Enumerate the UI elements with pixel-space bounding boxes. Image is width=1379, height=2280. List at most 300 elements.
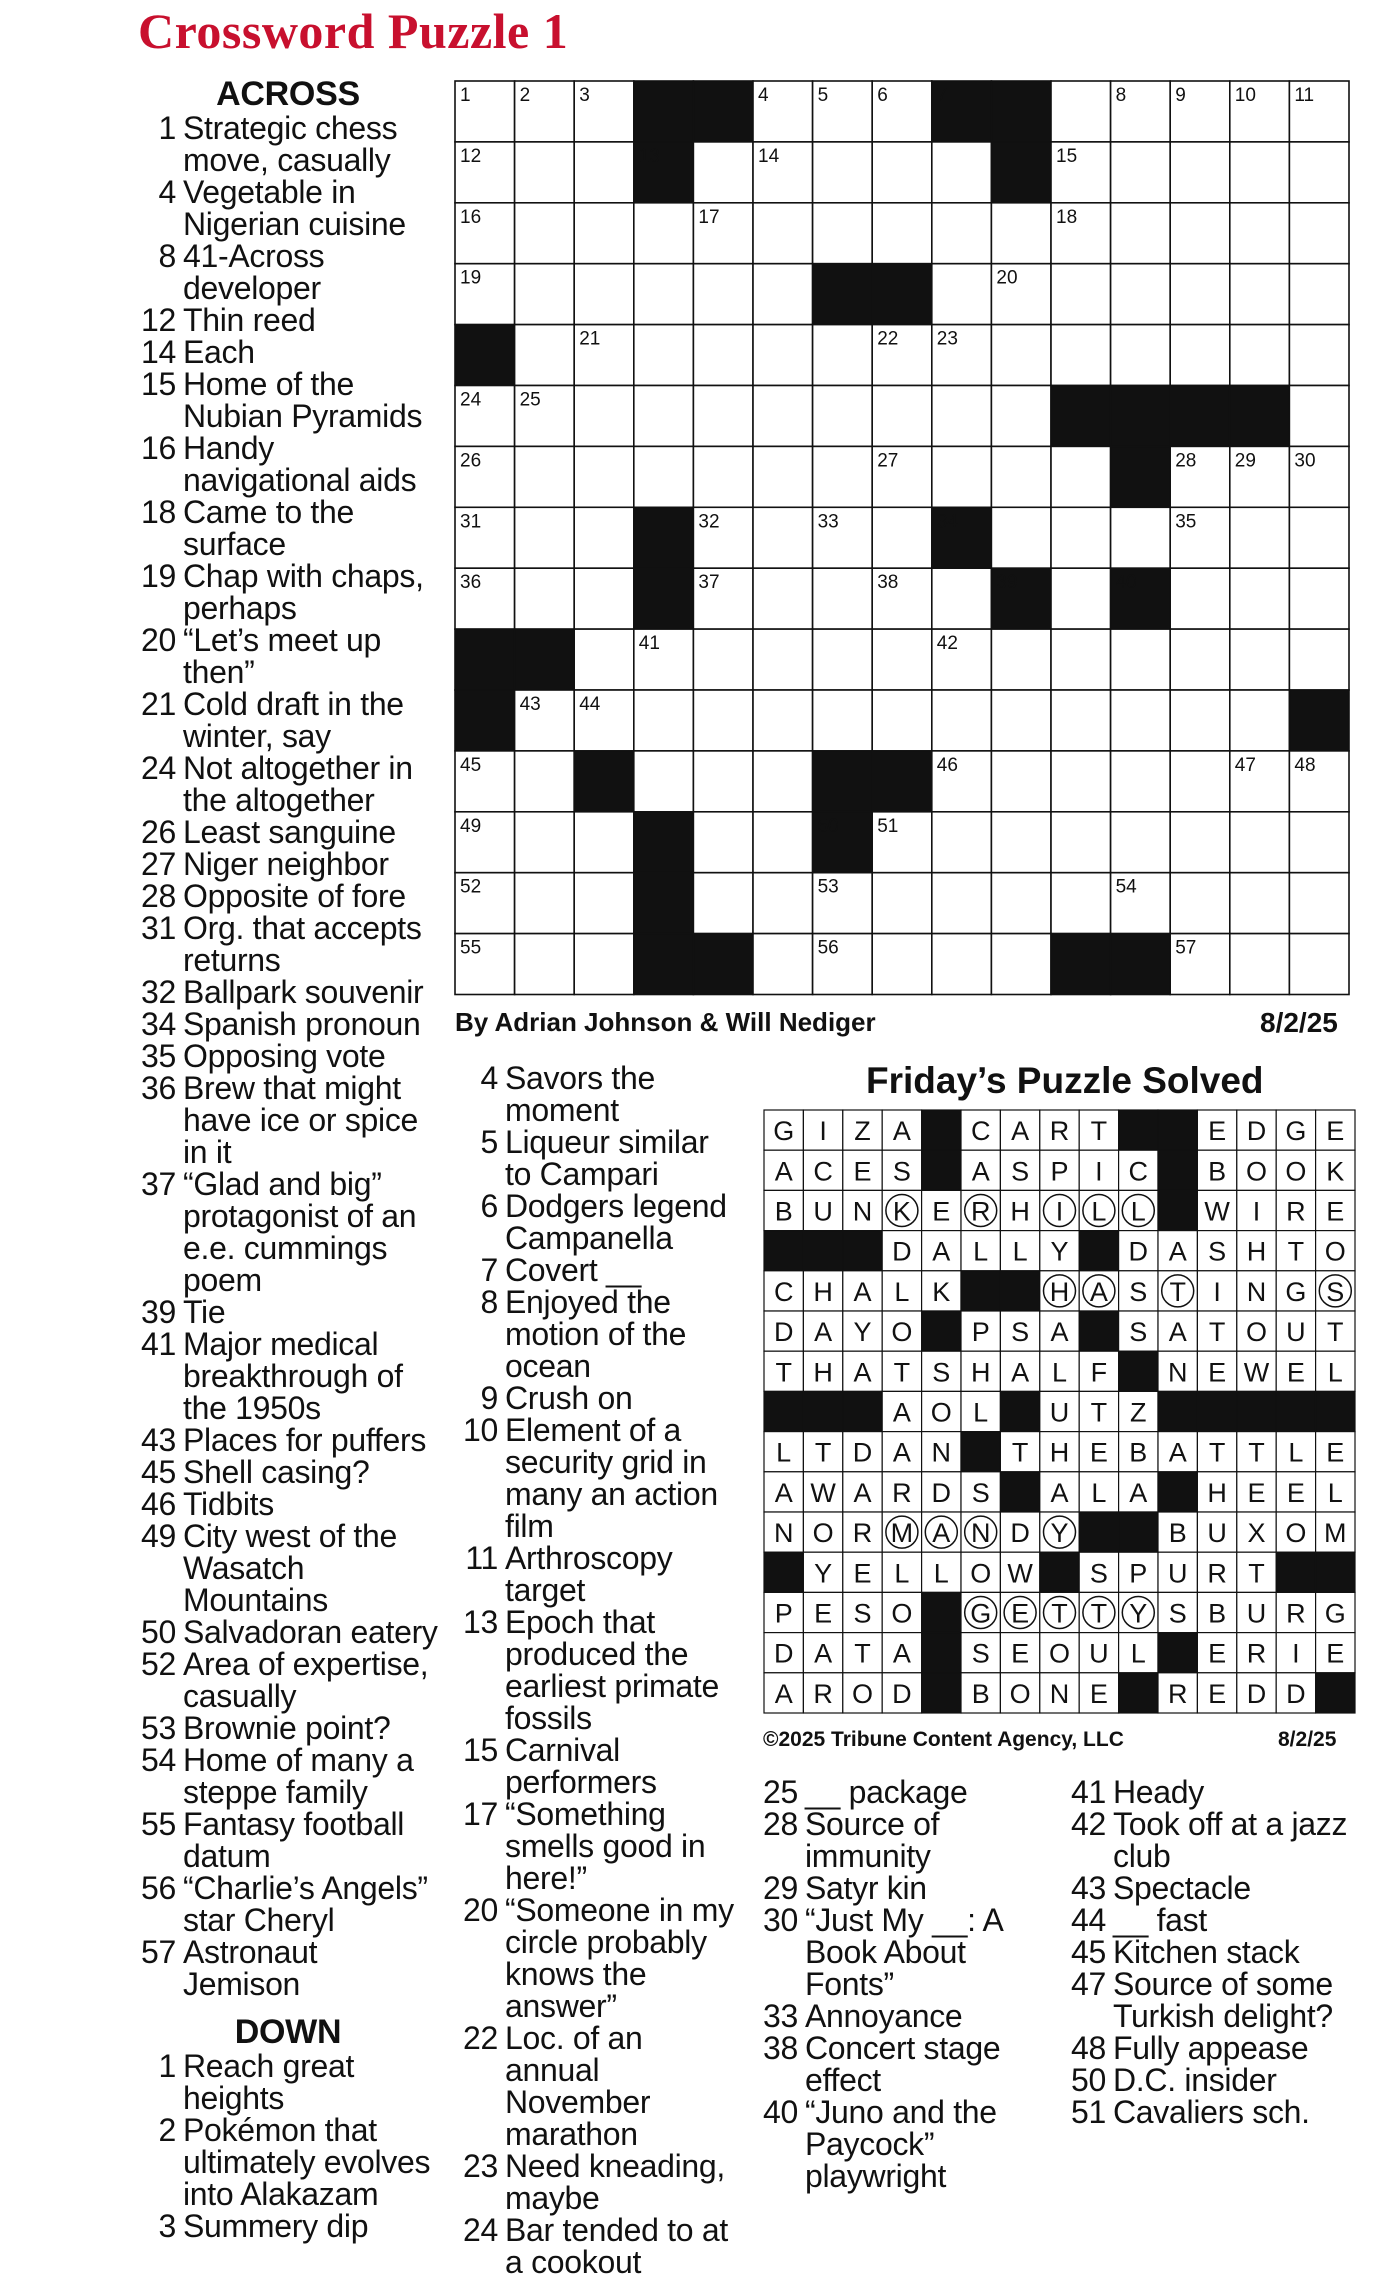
solution-letter: T	[1051, 1598, 1068, 1629]
solution-letter: H	[1010, 1196, 1030, 1227]
grid-cell[interactable]	[1289, 934, 1349, 995]
clue-number: 21	[141, 686, 176, 722]
grid-cell[interactable]	[932, 142, 992, 203]
black-square	[1000, 1472, 1039, 1512]
grid-cell[interactable]	[1289, 629, 1349, 690]
black-square	[634, 934, 694, 995]
clue-number: 24	[463, 2212, 498, 2248]
cell-number: 48	[1294, 754, 1316, 776]
grid-cell[interactable]	[1170, 142, 1230, 203]
grid-cell[interactable]	[753, 568, 813, 629]
grid-cell[interactable]	[1230, 812, 1290, 873]
grid-cell[interactable]	[872, 507, 932, 568]
grid-cell[interactable]	[1170, 568, 1230, 629]
grid-cell[interactable]	[753, 446, 813, 507]
grid-cell[interactable]	[932, 203, 992, 264]
grid-cell[interactable]	[932, 446, 992, 507]
grid-cell[interactable]	[1051, 446, 1111, 507]
grid-cell[interactable]	[515, 203, 575, 264]
grid-cell[interactable]	[991, 690, 1051, 751]
solution-letter: S	[1168, 1598, 1187, 1629]
grid-cell[interactable]	[1051, 81, 1111, 142]
grid-cell[interactable]	[991, 386, 1051, 447]
grid-cell[interactable]	[1289, 142, 1349, 203]
clue-text: Element of a security grid in many an action film	[505, 1412, 718, 1544]
solution-letter: A	[971, 1156, 990, 1187]
grid-cell[interactable]	[1111, 629, 1171, 690]
clue-number: 10	[463, 1412, 498, 1448]
page-title: Crossword Puzzle 1	[138, 3, 569, 59]
across-clue-21	[138, 688, 438, 752]
grid-cell[interactable]	[1111, 812, 1171, 873]
solution-letter: P	[1129, 1558, 1148, 1589]
grid-cell[interactable]	[515, 507, 575, 568]
clue-text: Least sanguine	[183, 814, 396, 850]
clue-text: Annoyance	[805, 1998, 963, 2034]
clue-number: 25	[763, 1774, 798, 1810]
solution-letter: E	[853, 1558, 872, 1589]
solution-letter: W	[810, 1477, 836, 1508]
clue-number: 1	[158, 110, 176, 146]
solution-letter: O	[1285, 1518, 1307, 1549]
solution-letter: B	[774, 1196, 793, 1227]
clue-number: 45	[1071, 1934, 1106, 1970]
solution-letter: I	[1055, 1196, 1064, 1227]
across-clue-1	[138, 112, 438, 176]
grid-cell[interactable]	[1051, 325, 1111, 386]
clue-text: Each	[183, 334, 255, 370]
grid-cell[interactable]	[991, 203, 1051, 264]
clue-number: 28	[763, 1806, 798, 1842]
grid-cell[interactable]	[515, 568, 575, 629]
black-square	[1158, 1110, 1197, 1150]
grid-cell[interactable]	[693, 629, 753, 690]
grid-cell[interactable]	[932, 568, 992, 629]
grid-cell[interactable]	[991, 812, 1051, 873]
grid-cell[interactable]	[574, 934, 634, 995]
grid-cell[interactable]	[753, 873, 813, 934]
clue-number: 20	[141, 622, 176, 658]
clue-text: Home of many a steppe family	[183, 1742, 414, 1810]
grid-cell[interactable]	[753, 386, 813, 447]
grid-cell[interactable]	[1289, 568, 1349, 629]
grid-cell[interactable]	[813, 568, 873, 629]
grid-cell[interactable]	[932, 690, 992, 751]
clue-number: 41	[141, 1326, 176, 1362]
solution-letter: E	[1326, 1116, 1345, 1147]
solution-letter: U	[813, 1196, 833, 1227]
grid-cell[interactable]	[1230, 934, 1290, 995]
black-square	[961, 1432, 1000, 1472]
black-square	[1079, 1231, 1118, 1271]
solution-letter: L	[973, 1397, 989, 1428]
solution-letter: K	[1326, 1156, 1345, 1187]
grid-cell[interactable]	[634, 751, 694, 812]
grid-cell[interactable]	[753, 812, 813, 873]
cell-number: 11	[1294, 85, 1315, 106]
solution-letter: Y	[853, 1317, 872, 1348]
solution-letter: U	[1167, 1558, 1188, 1589]
cell-number: 22	[877, 328, 899, 350]
grid-cell[interactable]	[515, 446, 575, 507]
solution-letter: R	[892, 1477, 912, 1508]
grid-cell[interactable]	[1051, 812, 1111, 873]
solution-letter: T	[775, 1357, 792, 1388]
solution-letter: A	[1050, 1317, 1069, 1348]
down-clue-7	[450, 1254, 740, 1286]
grid-cell[interactable]	[753, 690, 813, 751]
grid-cell[interactable]	[1051, 568, 1111, 629]
clue-text: Dodgers legend Campanella	[505, 1188, 727, 1256]
grid-cell[interactable]	[634, 325, 694, 386]
clue-number: 51	[1071, 2094, 1106, 2130]
grid-cell[interactable]	[515, 873, 575, 934]
grid-cell[interactable]	[872, 629, 932, 690]
clue-text: “Someone in my circle probably knows the answer”	[505, 1892, 734, 2024]
grid-cell[interactable]	[693, 325, 753, 386]
clue-number: 39	[141, 1294, 176, 1330]
black-square	[813, 751, 873, 812]
grid-cell[interactable]	[1170, 873, 1230, 934]
clues-column-left	[138, 76, 438, 2242]
clue-text: Fully appease	[1113, 2030, 1309, 2066]
across-clue-34	[138, 1008, 438, 1040]
grid-cell[interactable]	[872, 690, 932, 751]
grid-cell[interactable]	[1111, 264, 1171, 325]
solution-letter: R	[1246, 1638, 1267, 1669]
grid-cell[interactable]	[753, 203, 813, 264]
grid-cell[interactable]	[1051, 690, 1111, 751]
solution-letter: N	[1246, 1276, 1267, 1307]
solution-letter: A	[853, 1477, 872, 1508]
grid-cell[interactable]	[1170, 264, 1230, 325]
grid-cell[interactable]	[693, 812, 753, 873]
black-square	[1051, 934, 1111, 995]
clue-text: Tie	[183, 1294, 226, 1330]
grid-cell[interactable]	[515, 751, 575, 812]
cell-number: 19	[460, 267, 482, 289]
grid-cell[interactable]	[634, 386, 694, 447]
solution-letter: A	[892, 1397, 911, 1428]
clue-text: Major medical breakthrough of the 1950s	[183, 1326, 403, 1426]
grid-cell[interactable]	[515, 264, 575, 325]
solution-letter: D	[1128, 1236, 1149, 1267]
grid-cell[interactable]	[515, 812, 575, 873]
grid-cell[interactable]	[813, 142, 873, 203]
black-square	[1237, 1391, 1276, 1431]
clue-number: 50	[141, 1614, 176, 1650]
clue-text: “Glad and big” protagonist of an e.e. cummings poem	[183, 1166, 417, 1298]
clue-text: Loc. of an annual November marathon	[505, 2020, 651, 2152]
cell-number: 3	[579, 85, 590, 106]
grid-cell[interactable]	[991, 629, 1051, 690]
grid-cell[interactable]	[872, 386, 932, 447]
black-square	[1316, 1673, 1355, 1713]
grid-cell[interactable]	[1111, 142, 1171, 203]
across-clue-35	[138, 1040, 438, 1072]
grid-cell[interactable]	[1051, 751, 1111, 812]
grid-cell[interactable]	[991, 751, 1051, 812]
clue-text: Salvadoran eatery	[183, 1614, 438, 1650]
grid-cell[interactable]	[634, 446, 694, 507]
cell-number: 20	[996, 267, 1018, 289]
cell-number: 54	[1115, 876, 1137, 898]
cell-number: 24	[460, 389, 482, 411]
grid-cell[interactable]	[1170, 812, 1230, 873]
solution-letter: S	[1208, 1236, 1227, 1267]
grid-cell[interactable]	[753, 934, 813, 995]
grid-cell[interactable]	[753, 264, 813, 325]
grid-cell[interactable]	[693, 690, 753, 751]
grid-cell[interactable]	[1289, 507, 1349, 568]
down-clue-45	[1068, 1936, 1368, 1968]
solution-letter: Y	[814, 1558, 833, 1589]
solved-puzzle-title: Friday’s Puzzle Solved	[866, 1060, 1264, 1101]
grid-cell[interactable]	[872, 142, 932, 203]
grid-cell[interactable]	[1230, 690, 1290, 751]
solution-letter: K	[892, 1196, 911, 1227]
grid-cell[interactable]	[574, 812, 634, 873]
grid-cell[interactable]	[1111, 751, 1171, 812]
black-square	[922, 1673, 961, 1713]
grid-cell[interactable]	[515, 934, 575, 995]
black-square	[961, 1271, 1000, 1311]
grid-cell[interactable]	[753, 325, 813, 386]
grid-cell[interactable]	[932, 934, 992, 995]
grid-cell[interactable]	[1289, 386, 1349, 447]
black-square	[764, 1552, 803, 1592]
grid-cell[interactable]	[753, 751, 813, 812]
clue-number: 3	[158, 2208, 176, 2244]
grid-cell[interactable]	[1170, 690, 1230, 751]
grid-cell[interactable]	[634, 264, 694, 325]
grid-cell[interactable]	[1289, 812, 1349, 873]
solution-letter: T	[1248, 1437, 1265, 1468]
solution-letter: E	[1011, 1598, 1030, 1629]
grid-cell[interactable]	[1111, 690, 1171, 751]
grid-cell[interactable]	[634, 203, 694, 264]
down-clue-41	[1068, 1776, 1368, 1808]
cell-number: 39	[996, 572, 1018, 594]
grid-cell[interactable]	[574, 446, 634, 507]
grid-cell[interactable]	[1230, 203, 1290, 264]
clue-number: 15	[141, 366, 176, 402]
solution-letter: A	[814, 1638, 833, 1669]
solution-letter: A	[1168, 1236, 1187, 1267]
solution-letter: E	[1326, 1437, 1345, 1468]
black-square	[991, 142, 1051, 203]
crossword-grid[interactable]	[454, 80, 1354, 1000]
cell-number: 50	[817, 815, 839, 837]
grid-cell[interactable]	[1289, 203, 1349, 264]
grid-cell[interactable]	[932, 812, 992, 873]
solution-letter: G	[773, 1116, 795, 1147]
solution-letter: T	[1090, 1598, 1108, 1629]
grid-cell[interactable]	[813, 325, 873, 386]
black-square	[764, 1231, 803, 1271]
grid-cell[interactable]	[1289, 325, 1349, 386]
grid-cell[interactable]	[991, 325, 1051, 386]
black-square	[1119, 1512, 1158, 1552]
solution-letter: A	[1050, 1477, 1069, 1508]
grid-cell[interactable]	[1289, 264, 1349, 325]
solution-letter: I	[819, 1116, 827, 1147]
grid-cell[interactable]	[574, 568, 634, 629]
grid-cell[interactable]	[515, 325, 575, 386]
grid-cell[interactable]	[693, 446, 753, 507]
clue-text: Reach great heights	[183, 2048, 355, 2116]
grid-cell[interactable]	[1230, 873, 1290, 934]
grid-cell[interactable]	[693, 386, 753, 447]
grid-cell[interactable]	[872, 934, 932, 995]
grid-cell[interactable]	[1230, 507, 1290, 568]
grid-cell[interactable]	[574, 629, 634, 690]
grid-cell[interactable]	[1170, 751, 1230, 812]
grid-cell[interactable]	[813, 690, 873, 751]
clue-number: 57	[141, 1934, 176, 1970]
clue-text: Home of the Nubian Pyramids	[183, 366, 423, 434]
solution-letter: R	[852, 1518, 873, 1549]
solution-letter: Z	[1130, 1397, 1147, 1428]
cell-number: 32	[698, 511, 720, 533]
clue-text: Tidbits	[183, 1486, 274, 1522]
solution-letter: O	[1285, 1156, 1307, 1187]
solution-letter: T	[1090, 1116, 1108, 1147]
cell-number: 9	[1175, 85, 1186, 106]
cell-number: 57	[1175, 937, 1197, 959]
grid-cell[interactable]	[1111, 203, 1171, 264]
grid-cell[interactable]	[693, 264, 753, 325]
grid-cell[interactable]	[813, 203, 873, 264]
solution-letter: T	[1248, 1558, 1265, 1589]
grid-cell[interactable]	[753, 629, 813, 690]
clue-text: Carnival performers	[505, 1732, 657, 1800]
grid-cell[interactable]	[1051, 264, 1111, 325]
cell-number: 14	[758, 145, 780, 167]
grid-cell[interactable]	[813, 386, 873, 447]
grid-cell[interactable]	[1051, 507, 1111, 568]
clue-number: 55	[141, 1806, 176, 1842]
grid-cell[interactable]	[991, 873, 1051, 934]
across-clue-36	[138, 1072, 438, 1168]
black-square	[991, 81, 1051, 142]
solution-letter: E	[1089, 1437, 1108, 1468]
grid-cell[interactable]	[1111, 325, 1171, 386]
grid-cell[interactable]	[574, 203, 634, 264]
solution-letter: E	[1247, 1477, 1266, 1508]
grid-cell[interactable]	[1170, 203, 1230, 264]
grid-cell[interactable]	[1230, 629, 1290, 690]
black-square	[1040, 1552, 1079, 1592]
grid-cell[interactable]	[1051, 873, 1111, 934]
clue-text: Spanish pronoun	[183, 1006, 421, 1042]
grid-cell[interactable]	[634, 690, 694, 751]
grid-cell[interactable]	[1230, 325, 1290, 386]
grid-cell[interactable]	[872, 203, 932, 264]
grid-cell[interactable]	[574, 386, 634, 447]
black-square	[455, 690, 515, 751]
grid-cell[interactable]	[693, 873, 753, 934]
grid-cell[interactable]	[1051, 629, 1111, 690]
grid-cell[interactable]	[574, 264, 634, 325]
grid-cell[interactable]	[1230, 142, 1290, 203]
grid-cell[interactable]	[1289, 873, 1349, 934]
solution-letter: B	[1129, 1437, 1148, 1468]
down-clue-42	[1068, 1808, 1368, 1872]
black-square	[922, 1150, 961, 1190]
grid-cell[interactable]	[574, 507, 634, 568]
solution-letter: U	[1049, 1397, 1070, 1428]
cell-number: 36	[460, 572, 482, 594]
grid-cell[interactable]	[932, 264, 992, 325]
solution-letter: N	[1049, 1678, 1070, 1709]
solution-letter: P	[774, 1598, 793, 1629]
down-clue-30	[760, 1904, 1060, 2000]
grid-cell[interactable]	[574, 873, 634, 934]
clue-number: 8	[158, 238, 176, 274]
grid-cell[interactable]	[1170, 325, 1230, 386]
clue-number: 40	[763, 2094, 798, 2130]
grid-cell[interactable]	[872, 873, 932, 934]
clues-column-middle	[450, 1062, 740, 2278]
grid-cell[interactable]	[1170, 629, 1230, 690]
black-square	[634, 812, 694, 873]
grid-cell[interactable]	[813, 446, 873, 507]
grid-cell[interactable]	[813, 629, 873, 690]
grid-cell[interactable]	[515, 142, 575, 203]
solution-letter: D	[1286, 1678, 1306, 1709]
clue-text: Fantasy football datum	[183, 1806, 405, 1874]
grid-cell[interactable]	[991, 446, 1051, 507]
solution-letter: I	[1292, 1638, 1300, 1669]
clue-number: 15	[463, 1732, 498, 1768]
grid-cell[interactable]	[1230, 264, 1290, 325]
grid-cell[interactable]	[753, 507, 813, 568]
solution-letter: E	[1326, 1196, 1345, 1227]
cell-number: 53	[817, 876, 839, 898]
grid-cell[interactable]	[574, 142, 634, 203]
clue-number: 22	[463, 2020, 498, 2056]
grid-cell[interactable]	[693, 142, 753, 203]
grid-cell[interactable]	[932, 873, 992, 934]
grid-cell[interactable]	[1230, 568, 1290, 629]
clue-text: Source of immunity	[805, 1806, 940, 1874]
black-square	[1158, 1633, 1197, 1673]
grid-cell[interactable]	[693, 751, 753, 812]
grid-cell[interactable]	[1111, 507, 1171, 568]
black-square	[634, 873, 694, 934]
black-square	[634, 568, 694, 629]
solution-letter: B	[1208, 1598, 1227, 1629]
solution-letter: C	[813, 1156, 833, 1187]
black-square	[1197, 1391, 1236, 1431]
clue-text: D.C. insider	[1113, 2062, 1277, 2098]
grid-cell[interactable]	[991, 507, 1051, 568]
across-clue-46	[138, 1488, 438, 1520]
grid-cell[interactable]	[991, 934, 1051, 995]
clue-text: Area of expertise, casually	[183, 1646, 429, 1714]
black-square	[1079, 1512, 1118, 1552]
grid-cell[interactable]	[932, 386, 992, 447]
solution-letter: D	[773, 1638, 794, 1669]
black-square	[1000, 1391, 1039, 1431]
black-square	[922, 1592, 961, 1632]
solution-letter: L	[1012, 1236, 1028, 1267]
clue-number: 20	[463, 1892, 498, 1928]
solution-letter: R	[970, 1196, 991, 1227]
solution-letter: T	[1287, 1236, 1305, 1267]
solution-letter: Z	[854, 1116, 871, 1147]
